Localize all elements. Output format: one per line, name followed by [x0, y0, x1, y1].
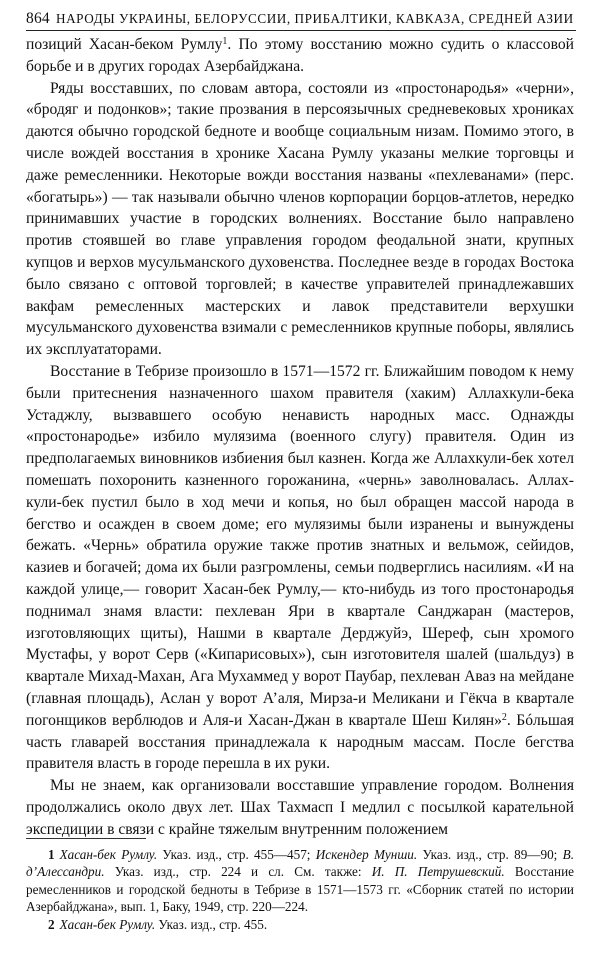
page-header	[26, 8, 576, 31]
paragraph-1	[26, 34, 574, 78]
footnote-2	[26, 916, 574, 933]
footnote-ref-2[interactable]: 2	[501, 711, 507, 723]
footnote-author: Хасан-бек Румлу.	[59, 916, 156, 932]
page-number: 864	[26, 10, 50, 27]
footnote-text: Восстание ремесленников и городской бедноты в Тебризе в 1571—1573 гг. «Сборник статей по истории Азербайджана», вып. 1, Баку, 1949, стр. 220—224.	[26, 864, 574, 915]
footnote-1	[26, 846, 574, 916]
footnote-text: Указ. изд., стр. 455.	[155, 916, 268, 932]
footnote-author: И. П. Петрушевский.	[371, 864, 505, 880]
footnote-text: Указ. изд., стр. 455—457;	[157, 847, 316, 862]
paragraph-4: Мы не знаем, как организовали восставшие управление городом. Волнения продолжались около двух лет. Шах Тахмасп I медлил с посылкой карательной экспедиции в связи с крайне тяжелым внутренним положением	[26, 777, 574, 838]
running-head: НАРОДЫ УКРАИНЫ, БЕЛОРУССИИ, ПРИБАЛТИКИ, КАВКАЗА, СРЕДНЕЙ АЗИИ	[56, 11, 574, 26]
paragraph-2: Ряды восставших, по словам автора, состояли из «простонародья» «черни», «бродяг и подонков»; такие прозвания в персоязычных средневековых хрониках даются обычно городской бедноте и вообще социальным низам. Помимо этого, в числе вождей восстания в хронике Хасана Румлу указаны мелкие торговцы и даже ремесленники. Некоторые вожди восстания названы «пехлеванами» (перс. «богатырь») — так называли обычно членов корпорации борцов-атлетов, нередко принимавших участие в городских волнениях. Восстание было направлено против стоявшей во главе управления городом феодальной знати, крупных купцов и верхов мусульманского духовенства. Последнее везде в городах Востока было связано с оптовой торговлей; в качестве управителей принадлежавших вакфам ремесленных мастерских и лавок представители верхушки мусульманского духовенства взимали с ремесленников крупные поборы, являлись их эксплуататорами.	[26, 79, 574, 359]
paragraph-text: . По этому восстанию можно судить о классовой борьбе и в других городах Азербайджана.	[26, 36, 574, 75]
footnote-author: Искендер Мунши.	[315, 847, 418, 862]
footnote-divider	[26, 838, 146, 839]
footnote-ref-1[interactable]: 1	[222, 36, 228, 47]
paragraph-3	[26, 361, 574, 775]
footnotes	[26, 846, 574, 933]
paragraph-text: Восстание в Тебризе произошло в 1571—1572 гг. Ближайшим поводом к нему были притеснения назначенного шахом правителя (хаким) Аллахкули-бека Устаджлу, вызвавшего особую ненависть народных масс. Однажды «простонародье» избило мулязима (военного слугу) правителя. Один из предполагаемых виновников избиения был казнен. Когда же Аллахкули-бек хотел помешать похоронить казненного горожанина, «чернь» заволновалась. Аллах-кули-бек пустил было в ход мечи и копья, но был обращен массой народа в бегство и осажден в своем доме; его мулязимы были изранены и вынуждены бежать. «Чернь» обратила оружие также против знатных и вельмож, сейидов, казиев и богачей; дома их были разгромлены, семьи подверглись насилиям. «И на каждой улице,— говорит Хасан-бек Румлу,— кто-нибудь из того простонародья поднимал знамя власти: пехлеван Яри в квартале Санджаран (мастеров, изготовляющих щиты), Нашми в квартале Дерджуйэ, Шереф, сын хромого Мустафы, у ворот Серв («Кипарисовых»), сын изготовителя шалей (шальдуз) в квартале Михад-Махан, Ага Мухаммед у ворот Паубар, пехлеван Аваз на мейдане (главная площадь), Аслан у ворот А’аля, Мирза-и Меликани и Гёкча в квартале погонщиков верблюдов и Аля-и Хасан-Джан в квартале Шеш Килян»	[26, 362, 574, 729]
footnote-number: 1	[48, 847, 55, 862]
paragraph-text: позиций Хасан-беком Румлу	[26, 36, 223, 53]
footnote-author: Хасан-бек Румлу.	[59, 847, 158, 862]
footnote-number: 2	[48, 916, 55, 932]
footnote-text: Указ. изд., стр. 224 и сл. См. также:	[104, 864, 372, 880]
body-text	[26, 34, 574, 840]
footnote-author: В. д’Алессандри.	[26, 847, 574, 880]
footnote-text: Указ. изд., стр. 89—90;	[417, 847, 563, 862]
paragraph-text: . Бóльшая часть главарей восстания принадлежала к народным массам. После бегства правителя власть в городе перешла в их руки.	[26, 711, 575, 773]
